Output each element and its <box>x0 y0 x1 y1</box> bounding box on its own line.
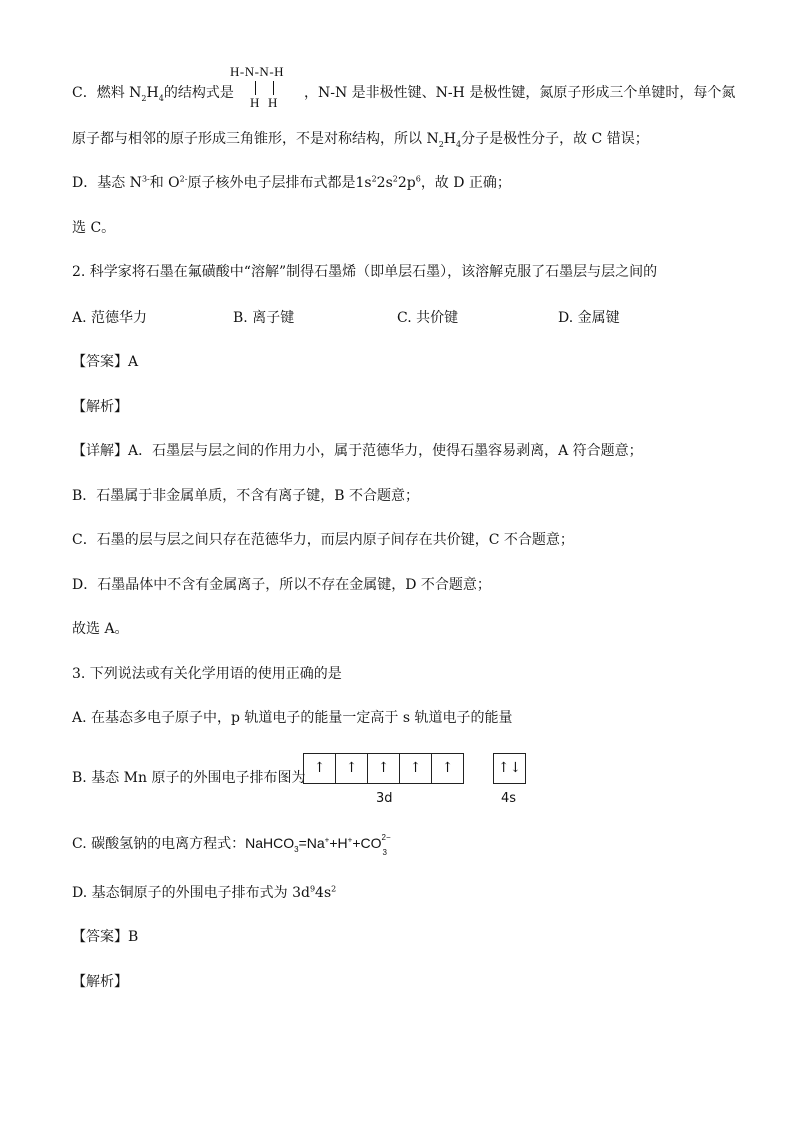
q3-option-c: C. 碳酸氢钠的电离方程式：NaHCO$_3$=Na++H++CO 2− 3 <box>72 833 394 854</box>
q3-option-b: B. 基态 Mn 原子的外围电子排布图为 <box>72 770 306 786</box>
label-3d: 3d <box>376 791 393 806</box>
q2-stem: 2. 科学家将石墨在氟磺酸中“溶解”制得石墨烯（即单层石墨），该溶解克服了石墨层与层之间的 <box>72 264 658 280</box>
bond-line <box>273 81 274 95</box>
q2-option-d: D. 金属键 <box>558 310 620 326</box>
q2-analysis-heading: 【解析】 <box>72 399 128 415</box>
orbital-diagram-3d <box>303 753 464 784</box>
q1-choose: 选 C。 <box>72 220 116 236</box>
q3-analysis-heading: 【解析】 <box>72 974 128 990</box>
q1-option-c-line1-tail: ，N-N 是非极性键、N-H 是极性键，氮原子形成三个单键时，每个氮 <box>304 85 736 101</box>
q3-option-d: D. 基态铜原子的外围电子排布式为 $3d^94s^2$ <box>72 884 337 901</box>
structure-h: H <box>250 95 260 110</box>
q1-option-c-line2: 原子都与相邻的原子形成三角锥形，不是对称结构，所以 $N_2H_4$分子是极性分子，故 C 错误； <box>72 131 649 149</box>
q1-option-d: D．基态 $N^{3-}$和 $O^{2-}$原子核外电子层排布式都是$1s^22s^22p^6$，故 D 正确； <box>72 174 511 191</box>
q2-option-c: C. 共价键 <box>397 310 459 326</box>
q2-choose: 故选 A。 <box>72 621 129 637</box>
q2-detail-c: C．石墨的层与层之间只存在范德华力，而层内原子间存在共价键，C 不合题意； <box>72 532 574 548</box>
orbital-box-3d: ↑ <box>400 754 432 783</box>
structure-h: H <box>268 95 278 110</box>
structure-top: H-N-N-H <box>230 64 285 79</box>
q2-answer: 【答案】A <box>72 354 139 370</box>
q3-answer: 【答案】B <box>72 929 139 945</box>
orbital-box-3d: ↑ <box>304 754 336 783</box>
n2h4-structural-formula <box>230 64 302 114</box>
q3-option-a: A. 在基态多电子原子中，p 轨道电子的能量一定高于 s 轨道电子的能量 <box>72 710 513 726</box>
q1-option-c-line1: C．燃料 $N_2H_4$的结构式是 <box>72 85 234 103</box>
orbital-box-4s: ↑↓ <box>493 753 526 784</box>
q3-stem: 3. 下列说法或有关化学用语的使用正确的是 <box>72 666 342 682</box>
q2-option-b: B. 离子键 <box>233 310 295 326</box>
q2-detail-a: 【详解】A．石墨层与层之间的作用力小，属于范德华力，使得石墨容易剥离，A 符合题意； <box>72 443 643 459</box>
orbital-box-3d: ↑ <box>441 760 454 776</box>
label-4s: 4s <box>501 791 517 806</box>
orbital-box-3d: ↑ <box>368 754 400 783</box>
orbital-box-3d: ↑ <box>336 754 368 783</box>
co3-charge: 2− 3 <box>381 833 391 857</box>
q2-detail-d: D．石墨晶体中不含有金属离子，所以不存在金属键，D 不合题意； <box>72 577 491 593</box>
bond-line <box>255 81 256 95</box>
q2-option-a: A. 范德华力 <box>72 310 148 326</box>
q2-detail-b: B．石墨属于非金属单质，不含有离子键，B 不合题意； <box>72 488 420 504</box>
